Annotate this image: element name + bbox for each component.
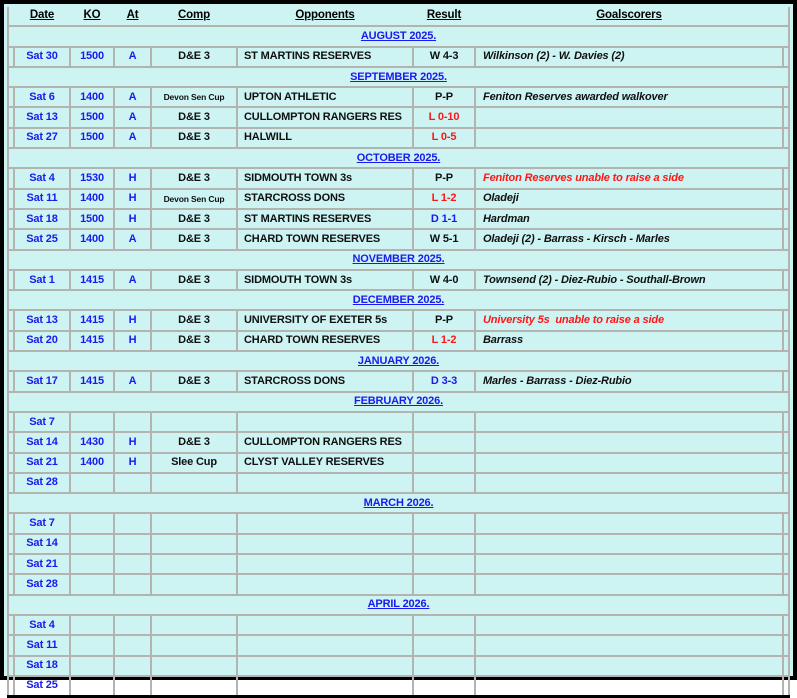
gutter-cell <box>783 229 789 249</box>
goalscorers-cell <box>475 412 783 432</box>
fixture-row <box>8 107 789 127</box>
fixture-row <box>8 331 789 351</box>
goalscorers-cell <box>475 432 783 452</box>
month-label: APRIL 2026. <box>8 595 789 615</box>
opponents-cell: ST MARTINS RESERVES <box>237 209 413 229</box>
gutter-cell <box>783 310 789 330</box>
goalscorers-cell <box>475 574 783 594</box>
result-cell <box>413 635 475 655</box>
opponents-cell: CLYST VALLEY RESERVES <box>237 453 413 473</box>
competition-cell <box>151 473 237 493</box>
venue-cell: A <box>114 87 151 107</box>
venue-cell <box>114 513 151 533</box>
goalscorers-cell: University 5s unable to raise a side <box>475 310 783 330</box>
month-row <box>8 392 789 412</box>
venue-cell: H <box>114 310 151 330</box>
opponents-cell <box>237 656 413 676</box>
date-cell: Sat 11 <box>14 635 70 655</box>
kickoff-cell: 1400 <box>70 453 114 473</box>
date-cell: Sat 14 <box>14 432 70 452</box>
gutter-cell <box>783 128 789 148</box>
gutter-cell <box>783 574 789 594</box>
month-label: JANUARY 2026. <box>8 351 789 371</box>
gutter-cell <box>783 432 789 452</box>
venue-cell: H <box>114 189 151 209</box>
right-gutter <box>783 7 789 26</box>
column-header-at: At <box>114 7 151 26</box>
table-header <box>8 7 789 26</box>
date-cell: Sat 18 <box>14 209 70 229</box>
month-row <box>8 290 789 310</box>
month-row <box>8 250 789 270</box>
opponents-cell: UPTON ATHLETIC <box>237 87 413 107</box>
date-cell: Sat 4 <box>14 168 70 188</box>
fixture-row <box>8 453 789 473</box>
goalscorers-cell <box>475 554 783 574</box>
goalscorers-cell <box>475 473 783 493</box>
date-cell: Sat 18 <box>14 656 70 676</box>
fixture-row <box>8 189 789 209</box>
opponents-cell: SIDMOUTH TOWN 3s <box>237 168 413 188</box>
venue-cell <box>114 615 151 635</box>
result-cell: W 4-0 <box>413 270 475 290</box>
goalscorers-cell: Marles - Barrass - Diez-Rubio <box>475 371 783 391</box>
fixture-row <box>8 513 789 533</box>
column-header-ko: KO <box>70 7 114 26</box>
month-label: MARCH 2026. <box>8 493 789 513</box>
gutter-cell <box>783 453 789 473</box>
result-cell: P-P <box>413 310 475 330</box>
result-cell: L 1-2 <box>413 189 475 209</box>
venue-cell <box>114 656 151 676</box>
competition-cell <box>151 635 237 655</box>
goalscorers-cell <box>475 635 783 655</box>
venue-cell: H <box>114 453 151 473</box>
venue-cell: A <box>114 270 151 290</box>
result-cell <box>413 513 475 533</box>
gutter-cell <box>783 87 789 107</box>
goalscorers-cell: Hardman <box>475 209 783 229</box>
goalscorers-cell: Feniton Reserves unable to raise a side <box>475 168 783 188</box>
result-cell <box>413 534 475 554</box>
opponents-cell: SIDMOUTH TOWN 3s <box>237 270 413 290</box>
fixture-row <box>8 371 789 391</box>
result-cell: D 1-1 <box>413 209 475 229</box>
date-cell: Sat 30 <box>14 47 70 67</box>
month-label: AUGUST 2025. <box>8 26 789 46</box>
competition-cell: D&E 3 <box>151 168 237 188</box>
date-cell: Sat 1 <box>14 270 70 290</box>
competition-cell: D&E 3 <box>151 107 237 127</box>
month-label: NOVEMBER 2025. <box>8 250 789 270</box>
date-cell: Sat 20 <box>14 331 70 351</box>
kickoff-cell <box>70 656 114 676</box>
competition-cell: D&E 3 <box>151 128 237 148</box>
date-cell: Sat 25 <box>14 676 70 697</box>
opponents-cell <box>237 412 413 432</box>
goalscorers-cell <box>475 107 783 127</box>
month-row <box>8 67 789 87</box>
opponents-cell <box>237 473 413 493</box>
kickoff-cell <box>70 473 114 493</box>
venue-cell: A <box>114 229 151 249</box>
competition-cell: Slee Cup <box>151 453 237 473</box>
column-header-opponents: Opponents <box>237 7 413 26</box>
gutter-cell <box>783 371 789 391</box>
goalscorers-cell <box>475 656 783 676</box>
fixture-row <box>8 473 789 493</box>
result-cell: P-P <box>413 87 475 107</box>
kickoff-cell: 1415 <box>70 270 114 290</box>
kickoff-cell: 1400 <box>70 189 114 209</box>
fixture-row <box>8 47 789 67</box>
result-cell: D 3-3 <box>413 371 475 391</box>
kickoff-cell: 1415 <box>70 371 114 391</box>
fixture-row <box>8 209 789 229</box>
venue-cell: A <box>114 47 151 67</box>
competition-cell: D&E 3 <box>151 371 237 391</box>
fixture-row <box>8 229 789 249</box>
kickoff-cell <box>70 412 114 432</box>
fixture-row <box>8 432 789 452</box>
competition-cell <box>151 513 237 533</box>
gutter-cell <box>783 270 789 290</box>
competition-cell: D&E 3 <box>151 432 237 452</box>
opponents-cell <box>237 635 413 655</box>
goalscorers-cell <box>475 534 783 554</box>
fixture-row <box>8 676 789 697</box>
fixture-row <box>8 310 789 330</box>
header-row <box>8 7 789 26</box>
goalscorers-cell <box>475 128 783 148</box>
kickoff-cell: 1400 <box>70 87 114 107</box>
fixture-row <box>8 412 789 432</box>
result-cell <box>413 412 475 432</box>
fixture-row <box>8 270 789 290</box>
fixture-row <box>8 554 789 574</box>
result-cell: L 0-10 <box>413 107 475 127</box>
venue-cell: H <box>114 168 151 188</box>
competition-cell: D&E 3 <box>151 331 237 351</box>
gutter-cell <box>783 473 789 493</box>
venue-cell <box>114 534 151 554</box>
gutter-cell <box>783 656 789 676</box>
fixture-row <box>8 635 789 655</box>
venue-cell: H <box>114 331 151 351</box>
venue-cell: A <box>114 107 151 127</box>
date-cell: Sat 7 <box>14 513 70 533</box>
gutter-cell <box>783 107 789 127</box>
competition-cell: D&E 3 <box>151 310 237 330</box>
kickoff-cell: 1500 <box>70 107 114 127</box>
date-cell: Sat 13 <box>14 310 70 330</box>
fixtures-body <box>8 26 789 696</box>
fixture-row <box>8 128 789 148</box>
kickoff-cell <box>70 635 114 655</box>
kickoff-cell <box>70 574 114 594</box>
competition-cell: D&E 3 <box>151 229 237 249</box>
kickoff-cell: 1500 <box>70 47 114 67</box>
kickoff-cell <box>70 676 114 697</box>
kickoff-cell <box>70 513 114 533</box>
fixture-row <box>8 534 789 554</box>
goalscorers-cell: Oladeji (2) - Barrass - Kirsch - Marles <box>475 229 783 249</box>
result-cell: L 1-2 <box>413 331 475 351</box>
competition-cell <box>151 534 237 554</box>
date-cell: Sat 11 <box>14 189 70 209</box>
date-cell: Sat 25 <box>14 229 70 249</box>
kickoff-cell: 1430 <box>70 432 114 452</box>
kickoff-cell: 1530 <box>70 168 114 188</box>
opponents-cell: STARCROSS DONS <box>237 371 413 391</box>
venue-cell: H <box>114 432 151 452</box>
competition-cell <box>151 574 237 594</box>
date-cell: Sat 6 <box>14 87 70 107</box>
goalscorers-cell <box>475 615 783 635</box>
goalscorers-cell: Barrass <box>475 331 783 351</box>
gutter-cell <box>783 168 789 188</box>
venue-cell <box>114 574 151 594</box>
opponents-cell: CHARD TOWN RESERVES <box>237 229 413 249</box>
opponents-cell: CULLOMPTON RANGERS RES <box>237 107 413 127</box>
opponents-cell <box>237 554 413 574</box>
venue-cell <box>114 473 151 493</box>
date-cell: Sat 27 <box>14 128 70 148</box>
fixture-row <box>8 574 789 594</box>
competition-cell: Devon Sen Cup <box>151 87 237 107</box>
fixture-row <box>8 168 789 188</box>
gutter-cell <box>783 676 789 697</box>
goalscorers-cell <box>475 676 783 697</box>
result-cell <box>413 574 475 594</box>
competition-cell: Devon Sen Cup <box>151 189 237 209</box>
column-header-comp: Comp <box>151 7 237 26</box>
opponents-cell <box>237 574 413 594</box>
result-cell: L 0-5 <box>413 128 475 148</box>
goalscorers-cell: Oladeji <box>475 189 783 209</box>
venue-cell <box>114 412 151 432</box>
result-cell <box>413 432 475 452</box>
opponents-cell: STARCROSS DONS <box>237 189 413 209</box>
date-cell: Sat 17 <box>14 371 70 391</box>
result-cell <box>413 473 475 493</box>
goalscorers-cell <box>475 453 783 473</box>
kickoff-cell <box>70 615 114 635</box>
fixtures-table <box>7 7 790 698</box>
month-row <box>8 493 789 513</box>
kickoff-cell: 1415 <box>70 331 114 351</box>
goalscorers-cell: Wilkinson (2) - W. Davies (2) <box>475 47 783 67</box>
fixture-row <box>8 656 789 676</box>
result-cell <box>413 453 475 473</box>
gutter-cell <box>783 513 789 533</box>
month-label: DECEMBER 2025. <box>8 290 789 310</box>
gutter-cell <box>783 47 789 67</box>
date-cell: Sat 14 <box>14 534 70 554</box>
venue-cell <box>114 554 151 574</box>
gutter-cell <box>783 534 789 554</box>
competition-cell <box>151 676 237 697</box>
month-row <box>8 26 789 46</box>
gutter-cell <box>783 189 789 209</box>
gutter-cell <box>783 615 789 635</box>
competition-cell <box>151 554 237 574</box>
gutter-cell <box>783 635 789 655</box>
result-cell: W 5-1 <box>413 229 475 249</box>
competition-cell <box>151 615 237 635</box>
opponents-cell <box>237 615 413 635</box>
result-cell <box>413 656 475 676</box>
gutter-cell <box>783 209 789 229</box>
date-cell: Sat 28 <box>14 473 70 493</box>
competition-cell <box>151 656 237 676</box>
result-cell: P-P <box>413 168 475 188</box>
opponents-cell <box>237 676 413 697</box>
goalscorers-cell: Feniton Reserves awarded walkover <box>475 87 783 107</box>
kickoff-cell: 1500 <box>70 209 114 229</box>
gutter-cell <box>783 412 789 432</box>
venue-cell <box>114 635 151 655</box>
opponents-cell <box>237 513 413 533</box>
venue-cell: H <box>114 209 151 229</box>
result-cell <box>413 676 475 697</box>
month-label: FEBRUARY 2026. <box>8 392 789 412</box>
date-cell: Sat 28 <box>14 574 70 594</box>
date-cell: Sat 21 <box>14 453 70 473</box>
month-label: SEPTEMBER 2025. <box>8 67 789 87</box>
kickoff-cell: 1415 <box>70 310 114 330</box>
month-row <box>8 595 789 615</box>
venue-cell: A <box>114 371 151 391</box>
month-row <box>8 148 789 168</box>
kickoff-cell: 1500 <box>70 128 114 148</box>
opponents-cell: ST MARTINS RESERVES <box>237 47 413 67</box>
opponents-cell: CHARD TOWN RESERVES <box>237 331 413 351</box>
result-cell <box>413 554 475 574</box>
month-row <box>8 351 789 371</box>
kickoff-cell: 1400 <box>70 229 114 249</box>
month-label: OCTOBER 2025. <box>8 148 789 168</box>
column-header-result: Result <box>413 7 475 26</box>
opponents-cell <box>237 534 413 554</box>
date-cell: Sat 4 <box>14 615 70 635</box>
column-header-goalscorers: Goalscorers <box>475 7 783 26</box>
opponents-cell: HALWILL <box>237 128 413 148</box>
result-cell: W 4-3 <box>413 47 475 67</box>
gutter-cell <box>783 554 789 574</box>
date-cell: Sat 7 <box>14 412 70 432</box>
competition-cell: D&E 3 <box>151 270 237 290</box>
opponents-cell: CULLOMPTON RANGERS RES <box>237 432 413 452</box>
venue-cell <box>114 676 151 697</box>
column-header-date: Date <box>14 7 70 26</box>
kickoff-cell <box>70 554 114 574</box>
date-cell: Sat 21 <box>14 554 70 574</box>
fixture-row <box>8 87 789 107</box>
competition-cell: D&E 3 <box>151 209 237 229</box>
fixture-row <box>8 615 789 635</box>
competition-cell: D&E 3 <box>151 47 237 67</box>
result-cell <box>413 615 475 635</box>
gutter-cell <box>783 331 789 351</box>
opponents-cell: UNIVERSITY OF EXETER 5s <box>237 310 413 330</box>
goalscorers-cell: Townsend (2) - Diez-Rubio - Southall-Brown <box>475 270 783 290</box>
goalscorers-cell <box>475 513 783 533</box>
competition-cell <box>151 412 237 432</box>
venue-cell: A <box>114 128 151 148</box>
kickoff-cell <box>70 534 114 554</box>
date-cell: Sat 13 <box>14 107 70 127</box>
